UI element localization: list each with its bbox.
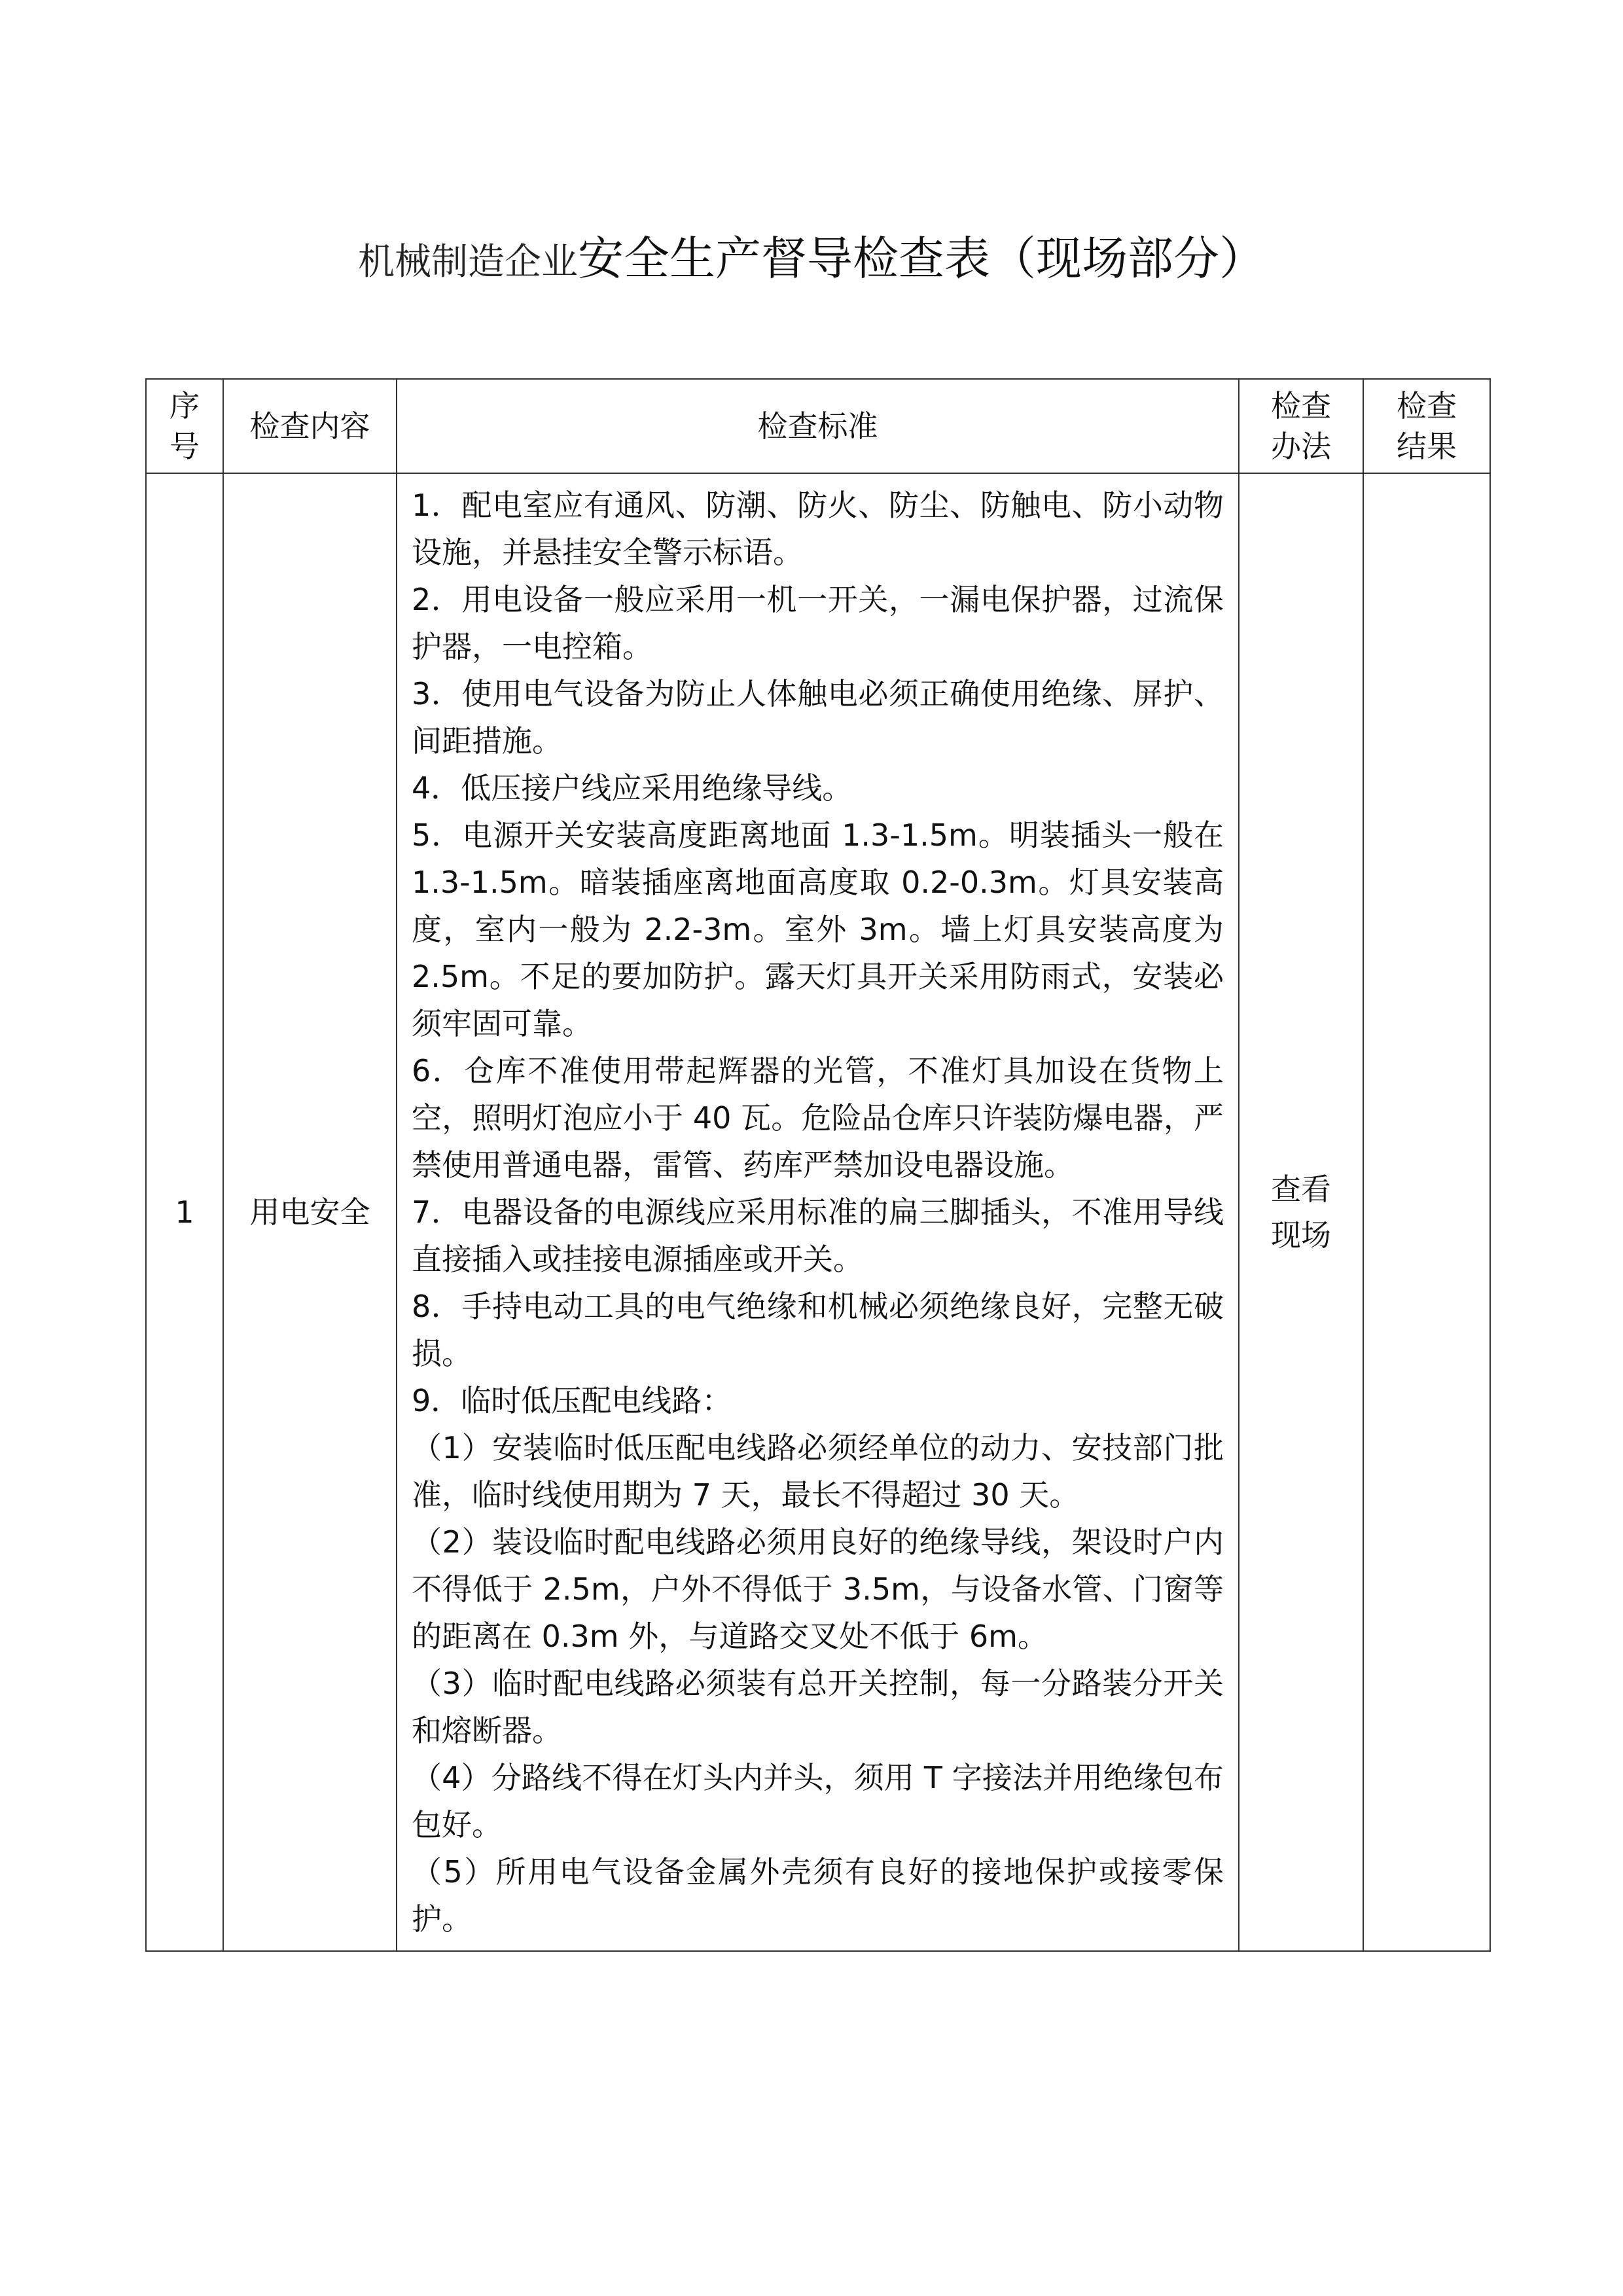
standard-item: 7．电器设备的电源线应采用标准的扁三脚插头，不准用导线直接插入或挂接电源插座或开关。 bbox=[412, 1194, 1224, 1277]
inspection-table bbox=[145, 378, 1491, 1952]
header-seq-line1: 序 bbox=[169, 388, 200, 423]
header-method bbox=[1239, 379, 1363, 473]
standard-item: 5．电源开关安装高度距离地面 1.3-1.5m。明装插头一般在 1.3-1.5m。暗装插座离地面高度取 0.2-0.3m。灯具安装高度，室内一般为 2.2-3m。室外 3m。墙上灯具安装高度为 2.5m。不足的要加防护。露天灯具开关采用防雨式，安装必须牢固可靠。 bbox=[412, 817, 1224, 1041]
standard-item: 3．使用电气设备为防止人体触电必须正确使用绝缘、屏护、间距措施。 bbox=[412, 676, 1224, 759]
row-method-line1: 查看 bbox=[1271, 1172, 1331, 1207]
header-result bbox=[1363, 379, 1490, 473]
header-result-line1: 检查 bbox=[1397, 388, 1457, 423]
standard-item: 6．仓库不准使用带起辉器的光管，不准灯具加设在货物上空，照明灯泡应小于 40 瓦。危险品仓库只许装防爆电器，严禁使用普通电器，雷管、药库严禁加设电器设施。 bbox=[412, 1053, 1224, 1183]
standard-item: 2．用电设备一般应采用一机一开关，一漏电保护器，过流保护器，一电控箱。 bbox=[412, 582, 1224, 664]
row-content: 用电安全 bbox=[223, 473, 397, 1951]
page-title bbox=[0, 232, 1623, 285]
standard-subitem: （1）安装临时低压配电线路必须经单位的动力、安技部门批准，临时线使用期为 7 天，最长不得超过 30 天。 bbox=[412, 1430, 1224, 1513]
header-row bbox=[146, 379, 1490, 473]
standard-subitem: （5）所用电气设备金属外壳须有良好的接地保护或接零保护。 bbox=[412, 1854, 1224, 1937]
header-content: 检查内容 bbox=[223, 379, 397, 473]
title-main: 安全生产督导检查表（现场部分） bbox=[578, 232, 1265, 285]
standard-subitem: （2）装设临时配电线路必须用良好的绝缘导线，架设时户内不得低于 2.5m，户外不得低于 3.5m，与设备水管、门窗等的距离在 0.3m 外，与道路交叉处不低于 6m。 bbox=[412, 1524, 1224, 1654]
header-standard: 检查标准 bbox=[397, 379, 1239, 473]
table-row bbox=[146, 473, 1490, 1951]
row-seq: 1 bbox=[146, 473, 223, 1951]
standard-item: 8．手持电动工具的电气绝缘和机械必须绝缘良好，完整无破损。 bbox=[412, 1289, 1224, 1371]
row-method-line2: 现场 bbox=[1271, 1217, 1331, 1253]
standard-subitem: （4）分路线不得在灯头内并头，须用 T 字接法并用绝缘包布包好。 bbox=[412, 1760, 1224, 1842]
header-result-line2: 结果 bbox=[1397, 429, 1457, 464]
row-standards bbox=[397, 473, 1239, 1951]
header-method-line2: 办法 bbox=[1271, 429, 1331, 464]
standard-item: 9．临时低压配电线路： bbox=[412, 1383, 732, 1418]
title-prefix: 机械制造企业 bbox=[358, 241, 578, 283]
header-seq bbox=[146, 379, 223, 473]
header-seq-line2: 号 bbox=[169, 429, 200, 464]
row-method bbox=[1239, 473, 1363, 1951]
standard-item: 4．低压接户线应采用绝缘导线。 bbox=[412, 770, 853, 806]
row-result bbox=[1363, 473, 1490, 1951]
standard-subitem: （3）临时配电线路必须装有总开关控制，每一分路装分开关和熔断器。 bbox=[412, 1666, 1224, 1748]
standard-item: 1．配电室应有通风、防潮、防火、防尘、防触电、防小动物设施，并悬挂安全警示标语。 bbox=[412, 488, 1224, 570]
header-method-line1: 检查 bbox=[1271, 388, 1331, 423]
